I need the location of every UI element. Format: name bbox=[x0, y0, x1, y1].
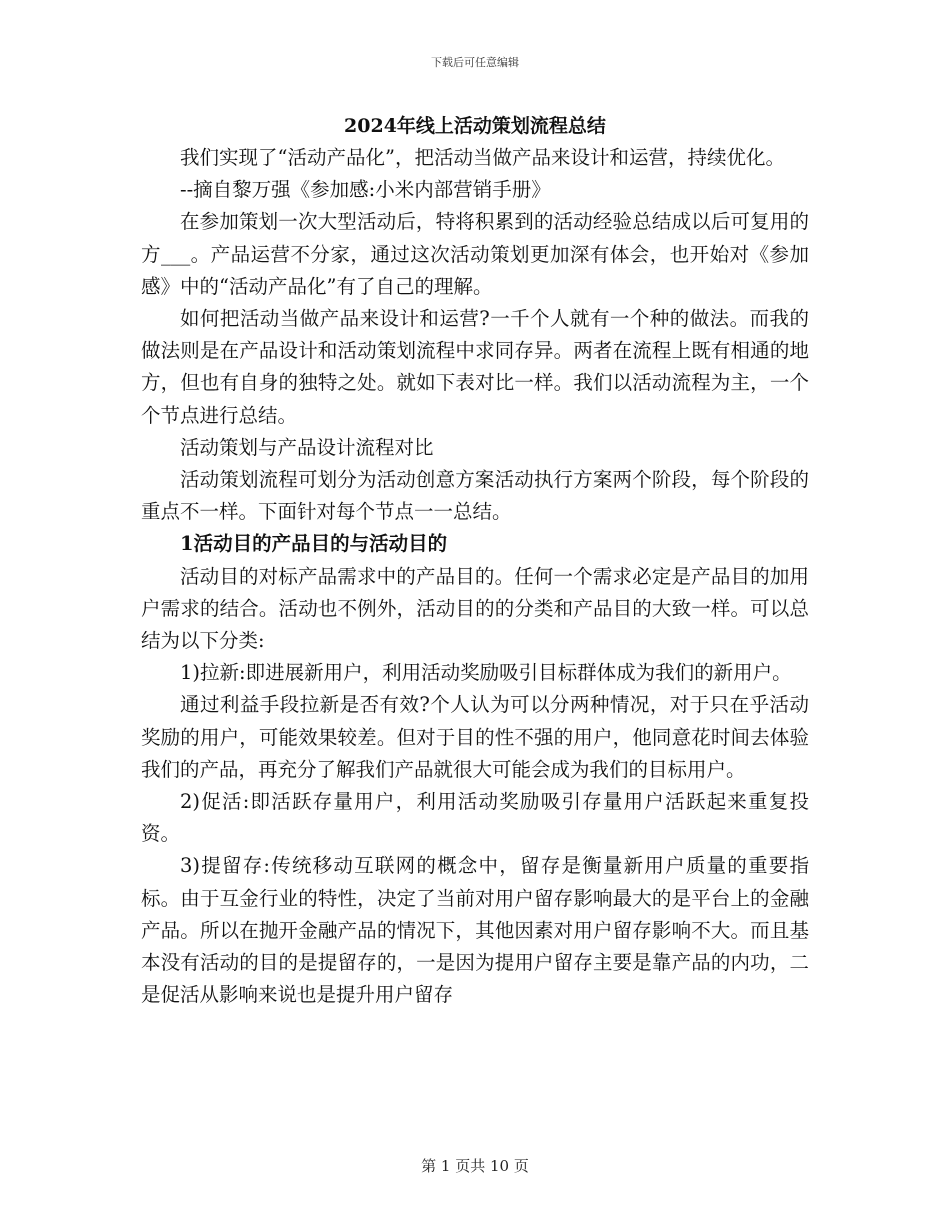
document-title: 2024年线上活动策划流程总结 bbox=[344, 115, 606, 137]
paragraph-stages: 活动策划流程可划分为活动创意方案活动执行方案两个阶段，每个阶段的重点不一样。下面针对每个节点一一总结。 bbox=[141, 468, 809, 524]
header-note: 下载后可任意编辑 bbox=[431, 56, 519, 69]
paragraph-approach: 如何把活动当做产品来设计和运营?一千个人就有一个种的做法。而我的做法则是在产品设计和活动策划流程中求同存异。两者在流程上既有相通的地方，但也有自身的独特之处。就如下表对比一样。我们以活动流程为主，一个个节点进行总结。 bbox=[141, 307, 809, 427]
paragraph-purpose: 活动目的对标产品需求中的产品目的。任何一个需求必定是产品目的加用户需求的结合。活动也不例外，活动目的的分类和产品目的大致一样。可以总结为以下分类: bbox=[141, 564, 809, 653]
section-heading: 1活动目的产品目的与活动目的 bbox=[180, 532, 448, 556]
paragraph-quote: 我们实现了“活动产品化”，把活动当做产品来设计和运营，持续优化。 bbox=[180, 146, 785, 169]
document-body bbox=[141, 110, 809, 1011]
paragraph-intro: 在参加策划一次大型活动后，特将积累到的活动经验总结成以后可复用的方___。产品运营不分家，通过这次活动策划更加深有体会，也开始对《参加感》中的“活动产品化”有了自己的理解。 bbox=[141, 210, 809, 298]
paragraph-activation: 2)促活:即活跃存量用户，利用活动奖励吸引存量用户活跃起来重复投资。 bbox=[141, 790, 809, 846]
paragraph-table-caption: 活动策划与产品设计流程对比 bbox=[180, 435, 434, 459]
page-indicator: 第 1 页共 10 页 bbox=[421, 1157, 529, 1175]
paragraph-acquisition-effect: 通过利益手段拉新是否有效?个人认为可以分两种情况，对于只在乎活动奖励的用户，可能效果较差。但对于目的性不强的用户，他同意花时间去体验我们的产品，再充分了解我们产品就很大可能会成为我们的目标用户。 bbox=[141, 693, 809, 781]
paragraph-acquisition: 1)拉新:即进展新用户，利用活动奖励吸引目标群体成为我们的新用户。 bbox=[180, 661, 792, 685]
paragraph-quote-source: --摘自黎万强《参加感:小米内部营销手册》 bbox=[180, 178, 551, 202]
paragraph-retention: 3)提留存:传统移动互联网的概念中，留存是衡量新用户质量的重要指标。由于互金行业的特性，决定了当前对用户留存影响最大的是平台上的金融产品。所以在抛开金融产品的情况下，其他因素对用户留存影响不大。而且基本没有活动的目的是提留存的，一是因为提用户留存主要是靠产品的内功，二是促活从影响来说也是提升用户留存 bbox=[141, 854, 809, 1007]
